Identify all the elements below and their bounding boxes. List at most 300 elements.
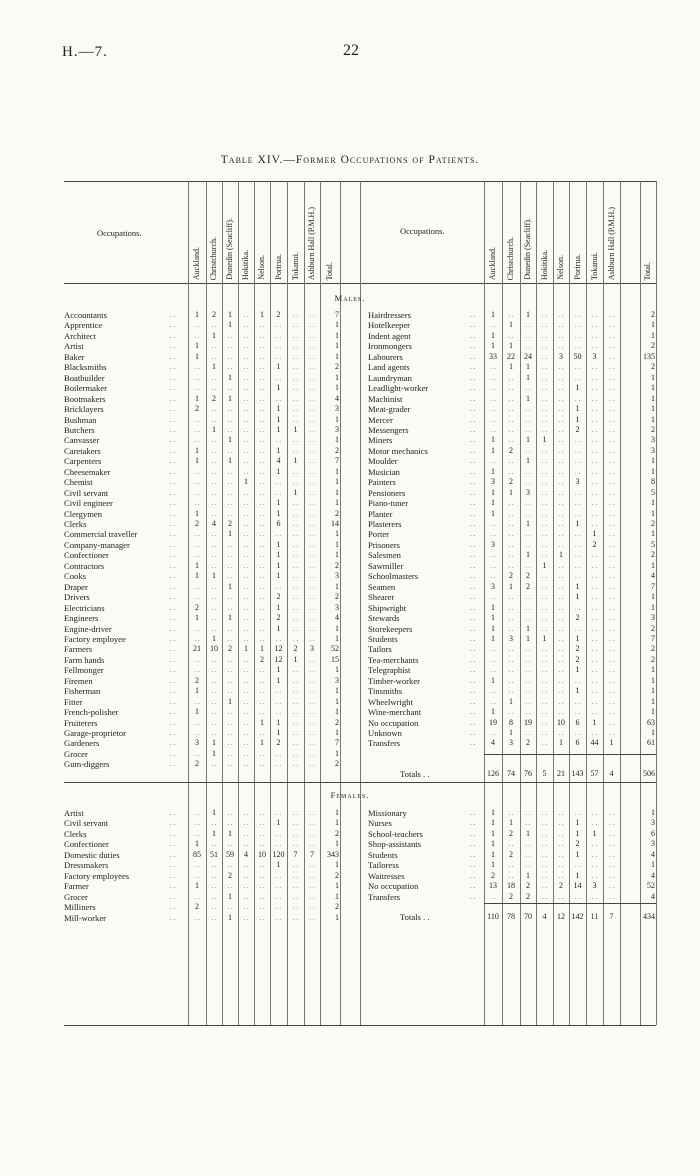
value-cell: . . [608, 342, 615, 351]
value-cell: . . [490, 425, 496, 434]
value-cell: . . [558, 331, 564, 340]
occupation-name: Cheesemaker [64, 466, 111, 477]
value-cell: 1 [491, 623, 495, 633]
value-cell: 33 [489, 351, 497, 361]
value-cell: . . [608, 645, 615, 654]
value-cell: . . [574, 311, 581, 319]
value-cell: . . [525, 593, 531, 602]
value-cell: . . [558, 861, 564, 870]
value-cell: . . [292, 352, 299, 361]
value-cell: . . [608, 425, 615, 434]
male-right-row [0, 446, 700, 456]
value-cell: . . [227, 561, 233, 570]
value-cell: . . [558, 467, 564, 476]
value-cell: 1 [592, 529, 597, 539]
value-cell: . . [243, 624, 249, 633]
total-cell: 3 [335, 571, 339, 581]
value-cell: 1 [526, 623, 530, 633]
value-cell: 2 [195, 902, 199, 912]
total-cell: 1 [335, 529, 339, 539]
value-cell: . . [194, 373, 200, 382]
leader-dots: . . [470, 436, 476, 445]
value-cell: 1 [526, 393, 530, 403]
value-cell: 1 [276, 414, 281, 424]
value-cell: . . [194, 415, 200, 424]
occupation-name: Artist [64, 808, 84, 818]
value-cell: . . [574, 457, 581, 466]
occupation-name: Hotelkeeper [368, 320, 410, 331]
value-cell: . . [508, 509, 514, 518]
value-cell: . . [541, 729, 548, 737]
female-right-row [0, 892, 700, 902]
leader-dots: . . [170, 561, 176, 570]
value-cell: . . [558, 436, 564, 445]
value-cell: . . [211, 457, 217, 466]
leader-dots: . . [470, 467, 476, 476]
value-cell: . . [292, 572, 299, 581]
leader-dots: . . [470, 871, 476, 880]
value-cell: 1 [195, 881, 199, 891]
value-cell: . . [309, 739, 315, 748]
value-cell: . . [194, 321, 200, 330]
value-cell: . . [558, 561, 564, 570]
value-cell: 3 [491, 539, 495, 549]
value-cell: . . [508, 373, 514, 382]
value-cell: . . [292, 913, 299, 922]
value-cell: . . [243, 582, 249, 591]
value-cell: 3 [509, 738, 513, 748]
column-header-label: Tokanui. [589, 251, 599, 280]
value-cell: 1 [276, 362, 281, 372]
leader-dots: . . [470, 882, 476, 891]
column-header-left-9 [320, 186, 340, 280]
leader-dots: . . [170, 871, 176, 880]
value-cell: . . [227, 572, 233, 581]
value-cell: 1 [276, 498, 281, 508]
page-number: 22 [343, 42, 359, 59]
value-cell: . . [243, 425, 249, 434]
female-right-row [0, 850, 700, 860]
value-cell: . . [259, 488, 265, 497]
value-cell: . . [541, 373, 548, 382]
occupation-name: Fisherman [64, 686, 101, 697]
value-cell: . . [211, 892, 217, 901]
column-header-label: Auckland. [488, 246, 497, 280]
value-cell: . . [490, 530, 496, 539]
value-cell: 1 [195, 341, 199, 351]
occupation-name: Schoolmasters [368, 571, 419, 582]
total-cell: 1 [335, 414, 339, 424]
value-cell: . . [243, 614, 249, 623]
leader-dots: . . [170, 819, 176, 828]
totals-value-cell: 11 [590, 912, 599, 921]
value-cell: . . [558, 676, 564, 685]
occupation-name: Storekeepers [368, 623, 413, 634]
male-right-row [0, 341, 700, 351]
value-cell: . . [243, 352, 249, 361]
value-cell: . . [309, 331, 315, 340]
value-cell: 1 [276, 665, 281, 675]
total-cell: 1 [651, 393, 655, 403]
value-cell: 1 [491, 828, 495, 838]
male-right-row [0, 707, 700, 717]
value-cell: 1 [276, 675, 281, 685]
leader-dots: . . [170, 840, 176, 849]
value-cell: . . [490, 415, 496, 424]
value-cell: . . [558, 415, 564, 424]
value-cell: . . [608, 718, 615, 727]
value-cell: . . [309, 708, 315, 717]
value-cell: . . [259, 614, 265, 623]
leader-dots: . . [470, 352, 476, 361]
value-cell: . . [558, 321, 564, 330]
value-cell: . . [574, 373, 581, 382]
value-cell: 1 [276, 860, 281, 870]
occupation-name: Tailoress [368, 860, 399, 871]
value-cell: . . [558, 655, 564, 664]
value-cell: . . [243, 708, 249, 717]
value-cell: . . [243, 509, 249, 518]
value-cell: 1 [244, 477, 248, 487]
female-right-row [0, 881, 700, 891]
value-cell: . . [508, 311, 514, 319]
value-cell: . . [541, 666, 548, 675]
value-cell: . . [227, 425, 233, 434]
value-cell: . . [508, 603, 514, 612]
value-cell: . . [525, 645, 531, 654]
occupation-name: Contractors [64, 560, 105, 571]
total-cell: 7 [335, 738, 339, 748]
occupation-name: Clerks [64, 519, 87, 529]
value-cell: 1 [195, 393, 199, 403]
value-cell: . . [227, 687, 233, 696]
value-cell: . . [490, 457, 496, 466]
male-right-row [0, 320, 700, 330]
leader-dots: . . [470, 321, 476, 330]
male-right-row [0, 509, 700, 519]
value-cell: . . [541, 645, 548, 654]
value-cell: . . [194, 363, 200, 372]
value-cell: 3 [491, 581, 495, 591]
value-cell: . . [508, 861, 514, 870]
value-cell: 2 [195, 602, 199, 612]
leader-dots: . . [470, 603, 476, 612]
value-cell: . . [574, 467, 581, 476]
totals-value-cell: 4 [542, 912, 547, 921]
male-right-row [0, 718, 700, 728]
value-cell: . . [608, 467, 615, 476]
value-cell: . . [292, 749, 299, 758]
value-cell: . . [541, 676, 548, 685]
leader-dots: . . [170, 540, 176, 549]
total-cell: 2 [335, 870, 339, 880]
value-cell: . . [211, 446, 217, 455]
value-cell: . . [292, 729, 299, 737]
total-cell: 2 [651, 424, 655, 434]
value-cell: . . [259, 520, 265, 528]
male-right-row [0, 467, 700, 477]
value-cell: . . [525, 331, 531, 340]
value-cell: . . [243, 666, 249, 675]
value-cell: 1 [293, 654, 298, 664]
value-cell: . . [558, 603, 564, 612]
total-cell: 2 [335, 362, 339, 372]
value-cell: . . [490, 655, 496, 664]
value-cell: . . [211, 593, 217, 602]
occupation-name: Tea-merchants [368, 654, 419, 665]
value-cell: . . [292, 819, 299, 828]
value-cell: . . [591, 666, 598, 675]
value-cell: . . [309, 593, 315, 602]
value-cell: . . [309, 572, 315, 581]
value-cell: . . [490, 572, 496, 581]
section-label-females: Females. [330, 790, 370, 800]
occupation-name: Planter [368, 508, 393, 519]
value-cell: 1 [276, 550, 281, 560]
value-cell: 1 [509, 818, 513, 828]
value-cell: . . [275, 331, 282, 340]
value-cell: 1 [212, 633, 216, 643]
value-cell: 1 [228, 310, 232, 319]
value-cell: . . [525, 530, 531, 539]
value-cell: 2 [526, 571, 530, 581]
value-cell: 1 [195, 310, 199, 319]
occupation-name: Timber-worker [368, 675, 421, 686]
table-title-prefix: Table XIV. [220, 154, 284, 166]
value-cell: . . [608, 861, 615, 870]
leader-dots: . . [170, 582, 176, 591]
value-cell: . . [211, 373, 217, 382]
value-cell: 6 [575, 717, 580, 727]
value-cell: 3 [195, 738, 199, 748]
male-right-row [0, 529, 700, 539]
male-right-row [0, 582, 700, 592]
value-cell: . . [490, 697, 496, 706]
value-cell: . . [259, 861, 265, 870]
value-cell: . . [591, 373, 598, 382]
value-cell: 1 [195, 560, 199, 570]
value-cell: . . [525, 655, 531, 664]
male-right-row [0, 550, 700, 560]
value-cell: . . [541, 708, 548, 717]
value-cell: . . [243, 467, 249, 476]
leader-dots: . . [170, 363, 176, 372]
value-cell: . . [608, 892, 615, 901]
value-cell: . . [243, 871, 249, 880]
females-totals-row [0, 912, 700, 922]
leader-dots: . . [470, 425, 476, 434]
value-cell: . . [292, 394, 299, 403]
value-cell: . . [292, 436, 299, 445]
value-cell: . . [243, 363, 249, 372]
value-cell: . . [525, 425, 531, 434]
value-cell: . . [608, 530, 615, 539]
value-cell: . . [227, 749, 233, 758]
value-cell: . . [275, 882, 282, 891]
value-cell: . . [227, 739, 233, 748]
value-cell: 1 [491, 445, 495, 455]
total-cell: 4 [335, 613, 339, 623]
value-cell: . . [194, 809, 200, 817]
leader-dots: . . [470, 530, 476, 539]
value-cell: . . [194, 384, 200, 393]
leader-dots: . . [470, 384, 476, 393]
leader-dots: . . [170, 593, 176, 602]
table-title-rest: —Former Occupations of Patients. [283, 154, 480, 166]
value-cell: . . [309, 892, 315, 901]
male-right-row [0, 488, 700, 498]
value-cell: . . [591, 645, 598, 654]
value-cell: . . [591, 729, 598, 737]
occupation-name: Machinist [368, 393, 403, 404]
occupation-name: Grocer [64, 891, 88, 902]
value-cell: . . [243, 394, 249, 403]
leader-dots: . . [470, 645, 476, 654]
value-cell: . . [558, 373, 564, 382]
value-cell: . . [227, 363, 233, 372]
value-cell: . . [608, 614, 615, 623]
value-cell: 1 [276, 508, 281, 518]
value-cell: 2 [526, 881, 530, 891]
value-cell: . . [558, 311, 564, 319]
total-cell: 3 [651, 613, 655, 623]
value-cell: . . [243, 488, 249, 497]
value-cell: 1 [509, 320, 513, 330]
value-cell: . . [558, 819, 564, 828]
value-cell: . . [525, 603, 531, 612]
value-cell: . . [591, 697, 598, 706]
value-cell: . . [227, 861, 233, 870]
totals-value-cell: 12 [557, 912, 565, 921]
value-cell: 1 [575, 592, 580, 602]
value-cell: 1 [575, 686, 580, 696]
total-cell: 2 [651, 519, 655, 528]
value-cell: 1 [276, 560, 281, 570]
value-cell: 1 [592, 828, 597, 838]
leader-dots: . . [170, 425, 176, 434]
value-cell: . . [275, 582, 282, 591]
value-cell: . . [558, 384, 564, 393]
value-cell: 1 [575, 633, 580, 643]
value-cell: 2 [276, 310, 281, 319]
leader-dots: . . [470, 624, 476, 633]
value-cell: . . [591, 850, 598, 859]
value-cell: . . [194, 729, 200, 737]
value-cell: . . [309, 729, 315, 737]
total-cell: 1 [651, 686, 655, 696]
leader-dots: . . [470, 540, 476, 549]
male-right-row [0, 404, 700, 414]
value-cell: . . [608, 634, 615, 643]
leader-dots: . . [170, 478, 176, 487]
value-cell: . . [608, 352, 615, 361]
total-cell: 1 [335, 891, 339, 901]
value-cell: . . [558, 394, 564, 403]
occupation-name: Miners [368, 435, 393, 446]
value-cell: . . [292, 530, 299, 539]
total-cell: 61 [647, 738, 655, 748]
value-cell: 1 [228, 372, 232, 382]
value-cell: 44 [590, 738, 599, 748]
occupation-name: Fitter [64, 696, 83, 707]
occupation-name: Moulder [368, 456, 398, 467]
value-cell: . . [227, 478, 233, 487]
value-cell: . . [558, 342, 564, 351]
male-right-row [0, 362, 700, 372]
value-cell: . . [558, 892, 564, 901]
value-cell: . . [259, 394, 265, 403]
value-cell: . . [508, 331, 514, 340]
total-cell: 2 [335, 828, 339, 838]
value-cell: . . [194, 425, 200, 434]
value-cell: 1 [212, 571, 216, 581]
value-cell: . . [309, 809, 315, 817]
report-code: H.—7. [62, 44, 108, 60]
occupation-name: Painters [368, 477, 396, 488]
value-cell: . . [292, 363, 299, 372]
value-cell: . . [227, 509, 233, 518]
value-cell: . . [211, 614, 217, 623]
leader-dots: . . [170, 913, 176, 922]
value-cell: . . [525, 405, 531, 414]
occupation-name: Mercer [368, 414, 393, 425]
value-cell: 21 [193, 644, 201, 654]
leader-dots: . . [470, 829, 476, 838]
value-cell: . . [525, 687, 531, 696]
value-cell: . . [591, 614, 598, 623]
value-cell: . . [558, 582, 564, 591]
value-cell: . . [259, 593, 265, 602]
value-cell: . . [211, 384, 217, 393]
value-cell: . . [259, 321, 265, 330]
value-cell: 120 [272, 849, 285, 859]
total-cell: 1 [335, 466, 339, 476]
value-cell: . . [227, 809, 233, 817]
value-cell: . . [227, 882, 233, 891]
value-cell: . . [243, 809, 249, 817]
total-cell: 2 [651, 623, 655, 633]
value-cell: . . [490, 384, 496, 393]
value-cell: 3 [509, 633, 513, 643]
occupation-name: Confectioner [64, 839, 109, 850]
occupation-name: Civil engineer [64, 498, 113, 509]
value-cell: . . [558, 520, 564, 528]
value-cell: 1 [491, 310, 495, 319]
male-right-row [0, 686, 700, 696]
value-cell: 3 [592, 881, 597, 891]
value-cell: . . [608, 687, 615, 696]
value-cell: 1 [276, 404, 281, 414]
column-header-right-9 [640, 186, 656, 280]
value-cell: . . [309, 478, 315, 487]
leader-dots: . . [470, 457, 476, 466]
value-cell: . . [259, 829, 265, 838]
leader-dots: . . [470, 488, 476, 497]
value-cell: . . [292, 840, 299, 849]
value-cell: . . [309, 342, 315, 351]
value-cell: . . [541, 593, 548, 602]
occupation-name: Carpenters [64, 456, 102, 467]
occupation-name: Salesmen [368, 550, 401, 561]
value-cell: 1 [491, 341, 495, 351]
value-cell: . . [574, 624, 581, 633]
value-cell: . . [525, 540, 531, 549]
leader-dots: . . [170, 436, 176, 445]
male-right-row [0, 676, 700, 686]
value-cell: . . [194, 655, 200, 664]
leader-dots: . . [170, 415, 176, 424]
value-cell: . . [194, 624, 200, 633]
